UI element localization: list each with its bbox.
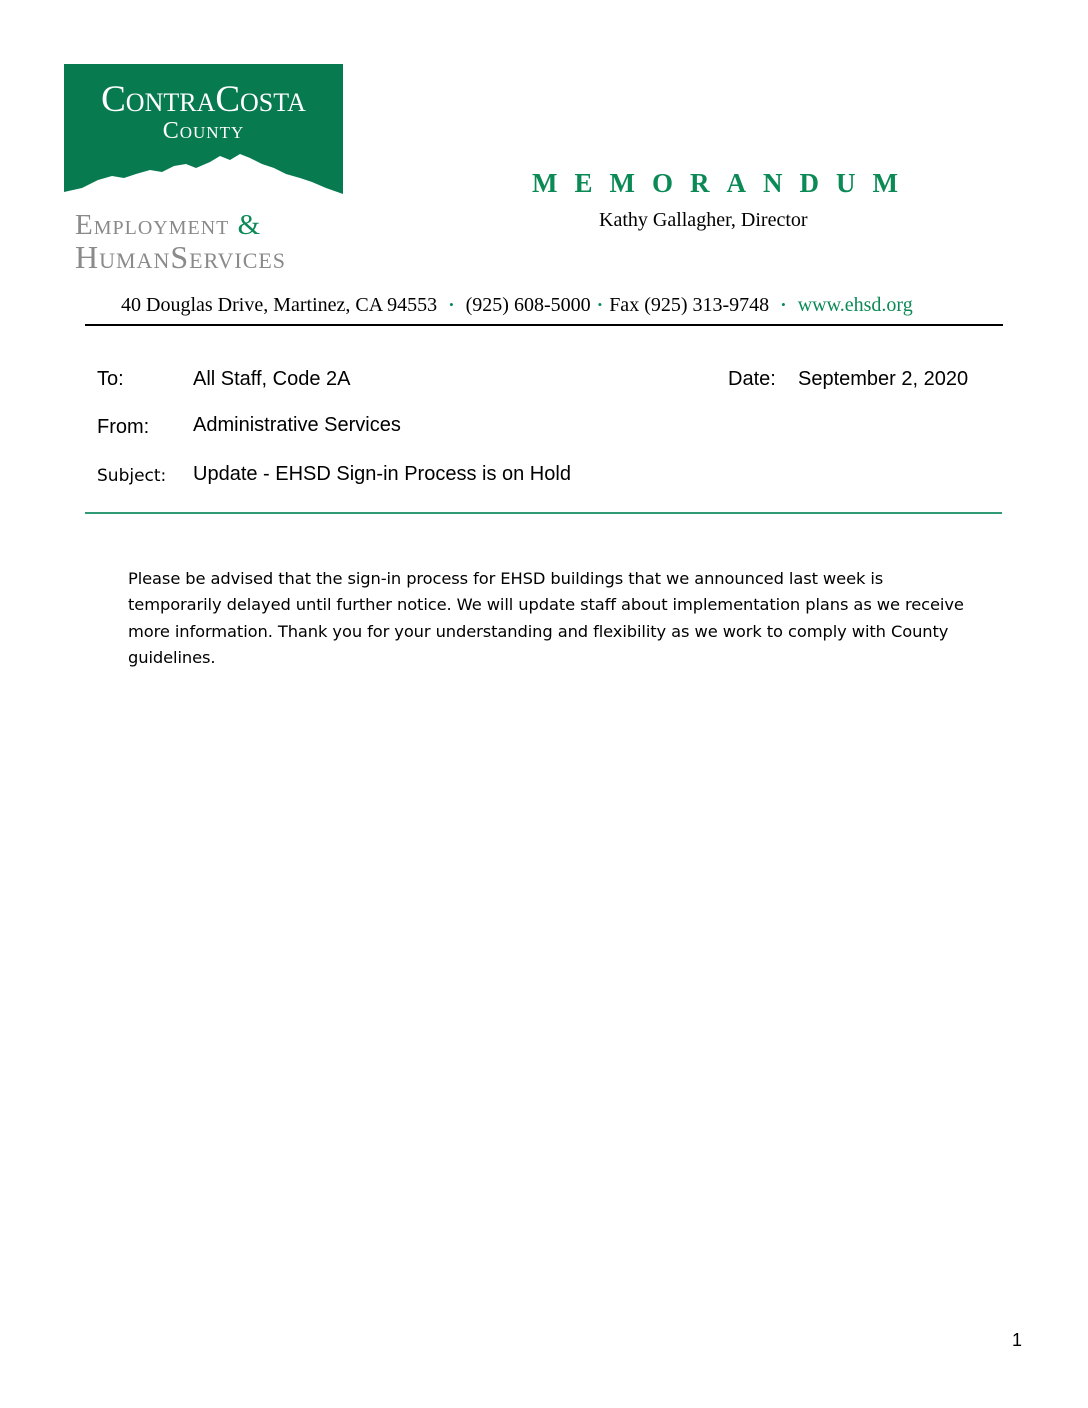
logo-ampersand: & [237, 209, 262, 241]
page-number: 1 [1012, 1330, 1023, 1350]
memorandum-title: MEMORANDUM [532, 168, 915, 198]
director-name: Kathy Gallagher, Director [599, 209, 808, 231]
fax: Fax (925) 313-9748 [609, 294, 770, 316]
separator-dot: • [597, 297, 603, 312]
logo-employment [75, 209, 261, 241]
separator-dot: • [449, 297, 454, 312]
address: 40 Douglas Drive, Martinez, CA 94553 [121, 294, 438, 316]
subject-label: Subject: [97, 466, 167, 486]
subject-value: Update - EHSD Sign-in Process is on Hold [193, 463, 571, 485]
mountain-icon [64, 152, 343, 205]
date-value: September 2, 2020 [798, 368, 969, 390]
agency-logo [64, 64, 343, 205]
date-label: Date: [728, 368, 776, 390]
logo-contracosta: ContraCosta [101, 79, 306, 120]
memo-body: Please be advised that the sign-in process for EHSD buildings that we announced last week is temporarily delayed until further notice. We will update staff about implementation plans as we receive more information. Thank you for your understanding and flexibility as we work to comply with County guidelines. [128, 569, 964, 667]
header-divider [85, 324, 1003, 326]
logo-county: County [162, 118, 245, 144]
logo-employment-text: Employment [75, 209, 238, 241]
from-label: From: [97, 416, 150, 438]
separator-dot: • [781, 297, 786, 312]
website-link[interactable]: www.ehsd.org [797, 294, 913, 316]
to-value: All Staff, Code 2A [193, 368, 351, 390]
phone: (925) 608-5000 [465, 294, 591, 316]
from-value: Administrative Services [193, 414, 401, 436]
logo-human-services: HumanServices [75, 239, 287, 275]
to-label: To: [97, 368, 124, 390]
contact-line [121, 294, 913, 317]
memo-divider [85, 512, 1002, 514]
